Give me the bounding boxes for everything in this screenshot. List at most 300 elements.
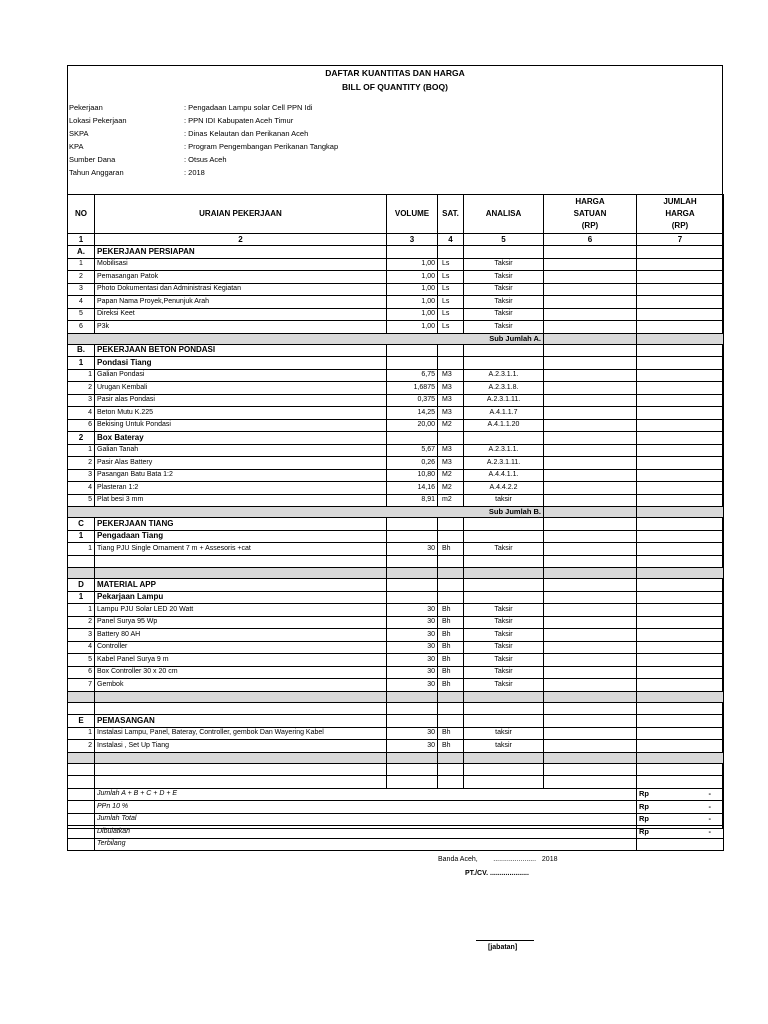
- empty-cell: [438, 591, 464, 604]
- info-label: SKPA: [69, 129, 89, 138]
- empty-cell: [438, 530, 464, 543]
- spacer-row: [68, 691, 724, 702]
- table-row: [68, 296, 724, 309]
- row-jumlah: [637, 482, 724, 495]
- table-row: [68, 321, 724, 334]
- row-analisa: Taksir: [464, 321, 544, 334]
- empty-cell: [387, 579, 438, 592]
- empty-cell: [464, 752, 544, 763]
- row-desc: PEMASANGAN: [95, 715, 387, 728]
- empty-cell: [544, 357, 637, 370]
- subtotal-row: [68, 507, 724, 518]
- row-no: 2: [68, 271, 95, 284]
- row-jumlah: [637, 283, 724, 296]
- row-desc: Galian Pondasi: [95, 369, 387, 382]
- table-row: [68, 444, 724, 457]
- empty-cell: [637, 344, 724, 357]
- currency-label: Rp: [639, 789, 649, 799]
- row-volume: 14,25: [387, 407, 438, 420]
- row-desc: Instalasi , Set Up Tiang: [95, 740, 387, 753]
- empty-cell: [637, 715, 724, 728]
- empty-cell: [637, 555, 724, 568]
- empty-cell: [387, 691, 438, 702]
- empty-cell: [544, 763, 637, 776]
- section-row: [68, 344, 724, 357]
- empty-cell: [438, 702, 464, 715]
- empty-cell: [637, 702, 724, 715]
- row-jumlah: [637, 419, 724, 432]
- row-volume: 30: [387, 654, 438, 667]
- row-no: 6: [68, 321, 95, 334]
- row-analisa: Taksir: [464, 679, 544, 692]
- info-value: : Program Pengembangan Perikanan Tangkap: [184, 142, 339, 151]
- row-desc: Tiang PJU Single Ornament 7 m + Assesoris +cat: [95, 543, 387, 556]
- column-number-row: [68, 234, 724, 246]
- signature-place: Banda Aceh, ...................... 2018: [438, 856, 558, 863]
- summary-label: Dibulatkan: [95, 826, 637, 839]
- row-harga: [544, 641, 637, 654]
- row-jumlah: [637, 469, 724, 482]
- col-num: 6: [544, 234, 637, 246]
- table-row: [68, 727, 724, 740]
- empty-cell: [544, 752, 637, 763]
- signature-line: [476, 940, 534, 941]
- subtotal-label: Sub Jumlah B.: [68, 507, 544, 518]
- empty-cell: [464, 691, 544, 702]
- row-no: 3: [68, 283, 95, 296]
- row-harga: [544, 382, 637, 395]
- blank-row: [68, 763, 724, 776]
- empty-cell: [438, 344, 464, 357]
- row-jumlah: [637, 641, 724, 654]
- info-label: KPA: [69, 142, 84, 151]
- row-desc: P3k: [95, 321, 387, 334]
- row-analisa: Taksir: [464, 604, 544, 617]
- row-desc: Urugan Kembali: [95, 382, 387, 395]
- empty-cell: [637, 568, 724, 579]
- row-volume: 30: [387, 629, 438, 642]
- row-harga: [544, 654, 637, 667]
- table-row: [68, 308, 724, 321]
- row-analisa: Taksir: [464, 308, 544, 321]
- empty-cell: [464, 702, 544, 715]
- row-desc: Gembok: [95, 679, 387, 692]
- row-volume: 30: [387, 616, 438, 629]
- row-jumlah: [637, 616, 724, 629]
- empty-cell: [544, 579, 637, 592]
- row-no: 6: [68, 666, 95, 679]
- row-desc: Box Bateray: [95, 432, 387, 445]
- row-unit: M3: [438, 394, 464, 407]
- summary-label: Jumlah Total: [95, 813, 637, 826]
- row-unit: Ls: [438, 308, 464, 321]
- empty-cell: [387, 246, 438, 259]
- row-no: 1: [68, 357, 95, 370]
- header-analisa: ANALISA: [464, 195, 544, 234]
- row-harga: [544, 494, 637, 507]
- currency-label: Rp: [639, 826, 649, 836]
- row-harga: [544, 308, 637, 321]
- row-analisa: Taksir: [464, 296, 544, 309]
- row-desc: Pekarjaan Lampu: [95, 591, 387, 604]
- row-volume: 14,16: [387, 482, 438, 495]
- header-row: [68, 195, 724, 234]
- row-no: 4: [68, 641, 95, 654]
- table-row: [68, 419, 724, 432]
- row-jumlah: [637, 740, 724, 753]
- row-no: D: [68, 579, 95, 592]
- table-row: [68, 482, 724, 495]
- empty-cell: [68, 813, 95, 826]
- row-jumlah: [637, 629, 724, 642]
- currency-label: Rp: [639, 801, 649, 811]
- col-num: 5: [464, 234, 544, 246]
- row-desc: Photo Dokumentasi dan Administrasi Kegiatan: [95, 283, 387, 296]
- row-harga: [544, 369, 637, 382]
- table-row: [68, 469, 724, 482]
- row-analisa: Taksir: [464, 258, 544, 271]
- blank-row: [68, 555, 724, 568]
- empty-cell: [387, 702, 438, 715]
- row-volume: 1,00: [387, 283, 438, 296]
- empty-cell: [464, 763, 544, 776]
- subtotal-value: [637, 507, 724, 518]
- row-unit: Ls: [438, 271, 464, 284]
- row-jumlah: [637, 394, 724, 407]
- row-unit: M3: [438, 407, 464, 420]
- boq-table: [67, 194, 724, 851]
- row-harga: [544, 616, 637, 629]
- empty-cell: [95, 568, 387, 579]
- empty-cell: [438, 555, 464, 568]
- row-unit: Bh: [438, 604, 464, 617]
- row-no: 5: [68, 654, 95, 667]
- table-row: [68, 407, 724, 420]
- row-no: A.: [68, 246, 95, 259]
- row-volume: 6,75: [387, 369, 438, 382]
- row-harga: [544, 258, 637, 271]
- row-desc: Plasteran 1:2: [95, 482, 387, 495]
- row-desc: Box Controller 30 x 20 cm: [95, 666, 387, 679]
- empty-cell: [68, 776, 95, 789]
- table-row: [68, 271, 724, 284]
- row-harga: [544, 419, 637, 432]
- subtotal-label: Sub Jumlah A.: [68, 333, 544, 344]
- row-unit: M2: [438, 419, 464, 432]
- row-no: C: [68, 518, 95, 531]
- row-no: 1: [68, 591, 95, 604]
- summary-label: Jumlah A + B + C + D + E: [95, 788, 637, 801]
- empty-cell: [68, 826, 95, 839]
- empty-cell: [637, 530, 724, 543]
- row-unit: Bh: [438, 666, 464, 679]
- table-row: [68, 629, 724, 642]
- summary-value: [637, 838, 724, 851]
- table-row: [68, 543, 724, 556]
- row-jumlah: [637, 444, 724, 457]
- empty-cell: [464, 591, 544, 604]
- row-analisa: A.4.4.2.2: [464, 482, 544, 495]
- signature-jabatan: [jabatan]: [488, 944, 518, 951]
- col-num: 3: [387, 234, 438, 246]
- empty-cell: [438, 246, 464, 259]
- row-volume: 10,80: [387, 469, 438, 482]
- table-row: [68, 604, 724, 617]
- summary-value: [637, 801, 724, 814]
- empty-cell: [464, 530, 544, 543]
- row-volume: 0,26: [387, 457, 438, 470]
- summary-label: PPn 10 %: [95, 801, 637, 814]
- row-desc: Lampu PJU Solar LED 20 Watt: [95, 604, 387, 617]
- row-desc: Plat besi 3 mm: [95, 494, 387, 507]
- row-harga: [544, 457, 637, 470]
- row-volume: 5,67: [387, 444, 438, 457]
- row-desc: Battery 80 AH: [95, 629, 387, 642]
- table-row: [68, 382, 724, 395]
- empty-cell: [387, 776, 438, 789]
- row-no: 4: [68, 296, 95, 309]
- table-row: [68, 457, 724, 470]
- subtotal-value: [637, 333, 724, 344]
- empty-cell: [68, 752, 95, 763]
- signature-company: PT./CV. ....................: [465, 870, 529, 877]
- row-desc: Pasangan Batu Bata 1:2: [95, 469, 387, 482]
- section-row: [68, 246, 724, 259]
- row-jumlah: [637, 543, 724, 556]
- empty-cell: [464, 568, 544, 579]
- empty-cell: [438, 432, 464, 445]
- empty-cell: [438, 518, 464, 531]
- header-uraian: URAIAN PEKERJAAN: [95, 195, 387, 234]
- amount-value: -: [708, 789, 711, 799]
- row-no: B.: [68, 344, 95, 357]
- row-unit: M3: [438, 369, 464, 382]
- empty-cell: [637, 691, 724, 702]
- row-desc: PEKERJAAN PERSIAPAN: [95, 246, 387, 259]
- empty-cell: [387, 568, 438, 579]
- row-analisa: Taksir: [464, 666, 544, 679]
- row-no: 1: [68, 369, 95, 382]
- doc-subtitle: BILL OF QUANTITY (BOQ): [342, 82, 448, 92]
- row-harga: [544, 482, 637, 495]
- row-no: 5: [68, 494, 95, 507]
- row-unit: M2: [438, 469, 464, 482]
- subsection-row: [68, 432, 724, 445]
- row-unit: m2: [438, 494, 464, 507]
- section-row: [68, 518, 724, 531]
- row-harga: [544, 543, 637, 556]
- row-analisa: A.2.3.1.11.: [464, 457, 544, 470]
- empty-cell: [464, 518, 544, 531]
- row-no: 3: [68, 629, 95, 642]
- empty-cell: [387, 344, 438, 357]
- row-desc: PEKERJAAN BETON PONDASI: [95, 344, 387, 357]
- row-unit: Bh: [438, 679, 464, 692]
- row-harga: [544, 604, 637, 617]
- row-analisa: A.4.1.1.7: [464, 407, 544, 420]
- row-volume: 20,00: [387, 419, 438, 432]
- row-analisa: A.2.3.1.1.: [464, 444, 544, 457]
- empty-cell: [464, 715, 544, 728]
- empty-cell: [387, 555, 438, 568]
- row-no: 1: [68, 444, 95, 457]
- row-harga: [544, 666, 637, 679]
- row-unit: Ls: [438, 321, 464, 334]
- empty-cell: [68, 763, 95, 776]
- empty-cell: [438, 752, 464, 763]
- info-label: Sumber Dana: [69, 155, 116, 164]
- empty-cell: [68, 702, 95, 715]
- row-unit: M3: [438, 457, 464, 470]
- row-volume: 30: [387, 679, 438, 692]
- col-num: 1: [68, 234, 95, 246]
- section-row: [68, 579, 724, 592]
- header-no: NO: [68, 195, 95, 234]
- row-desc: Pondasi Tiang: [95, 357, 387, 370]
- row-analisa: Taksir: [464, 654, 544, 667]
- row-harga: [544, 271, 637, 284]
- table-row: [68, 654, 724, 667]
- row-analisa: Taksir: [464, 629, 544, 642]
- empty-cell: [637, 591, 724, 604]
- table-row: [68, 283, 724, 296]
- empty-cell: [438, 357, 464, 370]
- empty-cell: [438, 568, 464, 579]
- row-jumlah: [637, 382, 724, 395]
- col-num: 4: [438, 234, 464, 246]
- empty-cell: [95, 555, 387, 568]
- boq-sheet: [67, 65, 723, 848]
- empty-cell: [95, 691, 387, 702]
- empty-cell: [464, 357, 544, 370]
- table-row: [68, 666, 724, 679]
- row-no: 2: [68, 616, 95, 629]
- empty-cell: [544, 507, 637, 518]
- row-no: 6: [68, 419, 95, 432]
- row-harga: [544, 679, 637, 692]
- row-unit: M3: [438, 444, 464, 457]
- row-jumlah: [637, 679, 724, 692]
- empty-cell: [544, 246, 637, 259]
- row-jumlah: [637, 271, 724, 284]
- row-harga: [544, 444, 637, 457]
- empty-cell: [637, 763, 724, 776]
- empty-cell: [95, 776, 387, 789]
- empty-cell: [544, 518, 637, 531]
- info-value: : 2018: [184, 168, 205, 177]
- empty-cell: [95, 752, 387, 763]
- empty-cell: [464, 344, 544, 357]
- row-unit: Bh: [438, 629, 464, 642]
- empty-cell: [95, 763, 387, 776]
- info-label: Pekerjaan: [69, 103, 103, 112]
- empty-cell: [68, 691, 95, 702]
- row-no: 7: [68, 679, 95, 692]
- row-unit: Ls: [438, 296, 464, 309]
- empty-cell: [438, 715, 464, 728]
- empty-cell: [438, 691, 464, 702]
- summary-value: [637, 826, 724, 839]
- row-unit: Bh: [438, 543, 464, 556]
- empty-cell: [68, 788, 95, 801]
- row-jumlah: [637, 654, 724, 667]
- subsection-row: [68, 591, 724, 604]
- empty-cell: [637, 357, 724, 370]
- row-no: 4: [68, 482, 95, 495]
- summary-row: [68, 838, 724, 851]
- header-harga-satuan: HARGA SATUAN (RP): [544, 195, 637, 234]
- empty-cell: [68, 801, 95, 814]
- row-desc: Galian Tanah: [95, 444, 387, 457]
- row-analisa: A.2.3.1.8.: [464, 382, 544, 395]
- row-no: E: [68, 715, 95, 728]
- row-desc: PEKERJAAN TIANG: [95, 518, 387, 531]
- row-no: 3: [68, 469, 95, 482]
- subsection-row: [68, 357, 724, 370]
- empty-cell: [95, 702, 387, 715]
- empty-cell: [438, 776, 464, 789]
- row-jumlah: [637, 407, 724, 420]
- blank-row: [68, 702, 724, 715]
- empty-cell: [637, 776, 724, 789]
- row-desc: Pengadaan Tiang: [95, 530, 387, 543]
- empty-cell: [637, 579, 724, 592]
- row-desc: MATERIAL APP: [95, 579, 387, 592]
- row-jumlah: [637, 321, 724, 334]
- empty-cell: [464, 776, 544, 789]
- row-volume: 1,00: [387, 271, 438, 284]
- summary-row: [68, 788, 724, 801]
- row-jumlah: [637, 369, 724, 382]
- row-no: 1: [68, 727, 95, 740]
- empty-cell: [544, 776, 637, 789]
- row-desc: Controller: [95, 641, 387, 654]
- empty-cell: [464, 579, 544, 592]
- row-no: 2: [68, 432, 95, 445]
- table-row: [68, 494, 724, 507]
- summary-value: [637, 813, 724, 826]
- subsection-row: [68, 530, 724, 543]
- row-desc: Papan Nama Proyek,Penunjuk Arah: [95, 296, 387, 309]
- row-no: 5: [68, 308, 95, 321]
- row-harga: [544, 283, 637, 296]
- empty-cell: [387, 530, 438, 543]
- empty-cell: [464, 432, 544, 445]
- table-row: [68, 616, 724, 629]
- row-analisa: Taksir: [464, 543, 544, 556]
- row-volume: 30: [387, 666, 438, 679]
- doc-title: DAFTAR KUANTITAS DAN HARGA: [325, 68, 465, 78]
- empty-cell: [637, 246, 724, 259]
- row-jumlah: [637, 308, 724, 321]
- empty-cell: [544, 691, 637, 702]
- summary-row: [68, 826, 724, 839]
- row-desc: Pasir Alas Battery: [95, 457, 387, 470]
- row-volume: 30: [387, 727, 438, 740]
- row-analisa: Taksir: [464, 641, 544, 654]
- row-volume: 30: [387, 740, 438, 753]
- col-num: 7: [637, 234, 724, 246]
- summary-value: [637, 788, 724, 801]
- row-desc: Direksi Keet: [95, 308, 387, 321]
- empty-cell: [637, 752, 724, 763]
- row-harga: [544, 740, 637, 753]
- row-analisa: A.2.3.1.11.: [464, 394, 544, 407]
- row-analisa: taksir: [464, 494, 544, 507]
- empty-cell: [387, 715, 438, 728]
- empty-cell: [544, 555, 637, 568]
- spacer-row: [68, 568, 724, 579]
